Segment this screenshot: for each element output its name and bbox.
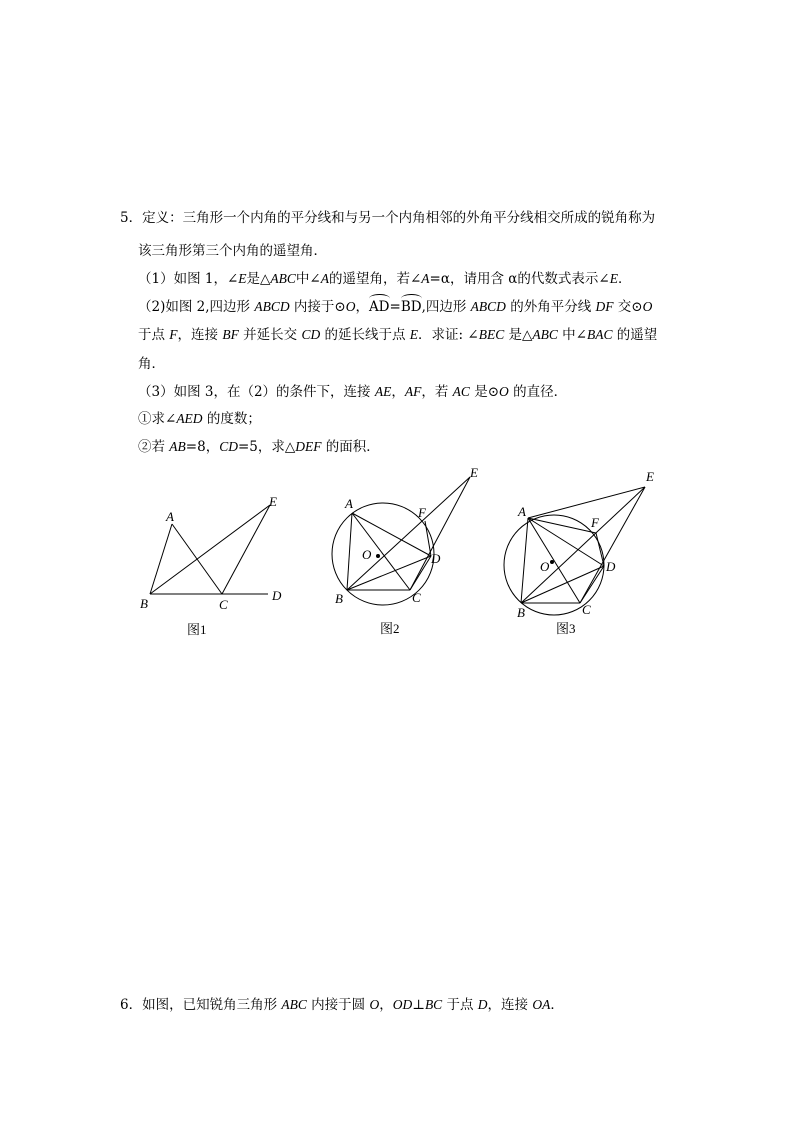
fig3-caption: 图3 — [556, 621, 576, 636]
problem5-part2-line3: 角． — [138, 356, 165, 372]
figure-2-labels — [335, 465, 478, 636]
fig3-line-af — [528, 518, 596, 533]
fig3-label-f: F — [591, 515, 599, 530]
fig2-label-f: F — [418, 505, 426, 520]
fig2-caption: 图2 — [380, 621, 400, 636]
fig2-line-ab — [347, 513, 352, 590]
fig1-label-d: D — [272, 588, 282, 603]
problem5-sub1: ①求∠AED 的度数； — [138, 411, 261, 427]
problem6-line: 6．如图，已知锐角三角形 ABC 内接于圆 O，OD⊥BC 于点 D，连接 OA． — [120, 997, 564, 1013]
fig2-label-e: E — [470, 465, 478, 480]
fig3-label-a: A — [518, 504, 526, 519]
fig2-line-bf-e — [347, 477, 470, 590]
fig3-label-o: O — [540, 559, 550, 574]
fig1-line-ce — [222, 505, 270, 594]
problem5-definition: 定义：三角形一个内角的平分线和与另一个内角相邻的外角平分线相交所成的锐角称为 — [142, 210, 656, 226]
problem5-part2-line1: （2)如图 2,四边形 ABCD 内接于⊙O，AD=BD,四边形 ABCD 的外角平分线 DF 交⊙O — [138, 299, 653, 315]
fig3-circle — [504, 515, 604, 615]
fig3-label-c: C — [582, 602, 591, 617]
problem5-part2-line2: 于点 F，连接 BF 并延长交 CD 的延长线于点 E．求证: ∠BEC 是△ABC 中∠BAC 的遥望 — [138, 327, 658, 343]
problem5-part1: （1）如图 1，∠E是△ABC中∠A的遥望角，若∠A=α，请用含 α的代数式表示∠E． — [138, 271, 632, 287]
fig3-label-e: E — [646, 469, 654, 484]
fig2-line-bd — [347, 556, 431, 590]
problem5-part3: （3）如图 3，在（2）的条件下，连接 AE，AF，若 AC 是⊙O 的直径． — [138, 384, 568, 400]
fig2-label-d: D — [431, 551, 441, 566]
fig2-line-ce — [410, 477, 470, 590]
fig1-label-e: E — [269, 494, 277, 509]
fig2-center-dot — [376, 554, 380, 558]
fig3-line-df — [596, 533, 604, 566]
fig3-line-ce — [580, 487, 645, 603]
fig1-caption: 图1 — [187, 622, 207, 637]
fig2-label-c: C — [412, 590, 421, 605]
fig2-label-o: O — [362, 547, 372, 562]
fig1-label-c: C — [219, 597, 228, 612]
problem6-number: 6． — [120, 997, 143, 1013]
problem5-sub2: ②若 AB=8，CD=5，求△DEF 的面积． — [138, 439, 380, 455]
arc-bd: BD — [400, 299, 422, 315]
fig1-line-ab — [150, 524, 172, 594]
arc-ad: AD — [368, 299, 390, 315]
fig1-label-a: A — [166, 509, 174, 524]
fig3-label-d: D — [606, 559, 616, 574]
fig3-line-ae — [528, 487, 645, 518]
fig3-line-bf-e — [521, 487, 645, 603]
figure-3-labels — [517, 469, 654, 636]
fig2-line-ac — [352, 513, 410, 590]
problem5-number: 5． — [120, 210, 143, 226]
fig3-line-ab — [521, 518, 528, 603]
figure-1-labels — [140, 494, 282, 637]
fig2-label-b: B — [335, 591, 343, 606]
fig3-center-dot — [550, 560, 554, 564]
fig2-label-a: A — [345, 496, 353, 511]
fig3-label-b: B — [517, 605, 525, 620]
fig1-label-b: B — [140, 596, 148, 611]
problem5-line2: 该三角形第三个内角的遥望角． — [138, 243, 327, 259]
fig3-line-ac — [528, 518, 580, 603]
